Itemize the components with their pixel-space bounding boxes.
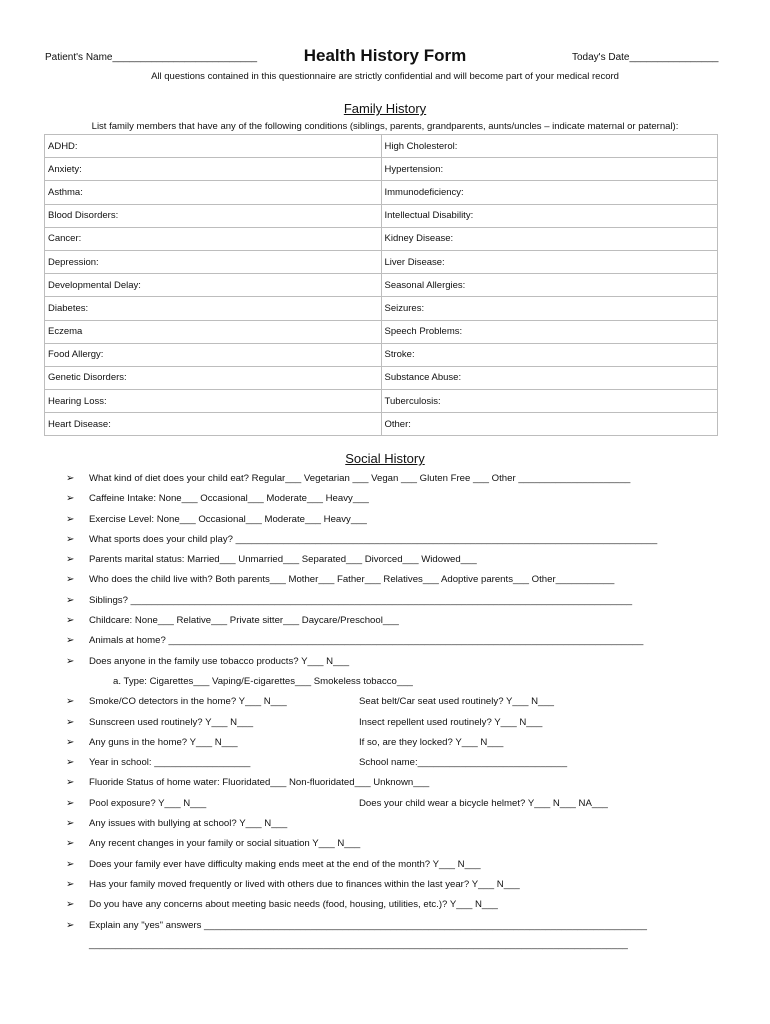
- question-text[interactable]: Does your family ever have difficulty making ends meet at the end of the month? Y___ N___: [89, 858, 481, 870]
- condition-cell[interactable]: Hypertension:: [381, 158, 718, 181]
- list-item: [0, 611, 770, 631]
- condition-cell[interactable]: Depression:: [45, 250, 382, 273]
- question-text[interactable]: Animals at home? _________________________________________________________________________________________: [89, 635, 644, 647]
- table-row: [45, 227, 718, 250]
- list-item: [0, 469, 770, 489]
- list-item: [0, 834, 770, 854]
- condition-cell[interactable]: High Cholesterol:: [381, 135, 718, 158]
- arrow-bullet-icon: ➢: [66, 858, 75, 870]
- arrow-bullet-icon: ➢: [66, 797, 75, 809]
- arrow-bullet-icon: ➢: [66, 757, 75, 769]
- list-item: [0, 875, 770, 895]
- arrow-bullet-icon: ➢: [66, 899, 75, 911]
- family-history-instructions: List family members that have any of the following conditions (siblings, parents, grandparents, aunts/uncles – indicate maternal or paternal):: [91, 121, 679, 132]
- condition-cell[interactable]: Diabetes:: [45, 297, 382, 320]
- question-text[interactable]: Sunscreen used routinely? Y___ N___: [89, 716, 254, 728]
- list-item: [0, 895, 770, 915]
- question-text[interactable]: Caffeine Intake: None___ Occasional___ Moderate___ Heavy___: [89, 493, 369, 505]
- list-item: [0, 753, 770, 773]
- question-text-right[interactable]: Insect repellent used routinely? Y___ N___: [359, 716, 543, 728]
- condition-cell[interactable]: Stroke:: [381, 343, 718, 366]
- list-item: [0, 631, 770, 651]
- arrow-bullet-icon: ➢: [66, 473, 75, 484]
- condition-cell[interactable]: Tuberculosis:: [381, 390, 718, 413]
- social-history-list: [0, 469, 770, 936]
- table-row: [45, 320, 718, 343]
- condition-cell[interactable]: Seizures:: [381, 297, 718, 320]
- list-item: [0, 570, 770, 590]
- arrow-bullet-icon: ➢: [66, 533, 75, 545]
- table-row: [45, 181, 718, 204]
- table-row: [45, 343, 718, 366]
- table-row: [45, 135, 718, 158]
- arrow-bullet-icon: ➢: [66, 615, 75, 627]
- arrow-bullet-icon: ➢: [66, 655, 75, 667]
- question-text[interactable]: Smoke/CO detectors in the home? Y___ N___: [89, 696, 287, 708]
- question-text[interactable]: Explain any "yes" answers ___________________________________________________________________________________: [89, 919, 647, 931]
- condition-cell[interactable]: Genetic Disorders:: [45, 366, 382, 389]
- question-text[interactable]: Any guns in the home? Y___ N___: [89, 736, 238, 748]
- form-header: [0, 46, 770, 70]
- list-item: [0, 814, 770, 834]
- question-text[interactable]: a. Type: Cigarettes___ Vaping/E-cigarettes___ Smokeless tobacco___: [113, 675, 413, 687]
- question-text[interactable]: Exercise Level: None___ Occasional___ Moderate___ Heavy___: [89, 513, 367, 525]
- list-item: [0, 672, 770, 692]
- question-text[interactable]: Fluoride Status of home water: Fluoridated___ Non-fluoridated___ Unknown___: [89, 777, 430, 789]
- condition-cell[interactable]: Food Allergy:: [45, 343, 382, 366]
- condition-cell[interactable]: Speech Problems:: [381, 320, 718, 343]
- arrow-bullet-icon: ➢: [66, 696, 75, 708]
- table-row: [45, 413, 718, 436]
- condition-cell[interactable]: Seasonal Allergies:: [381, 274, 718, 297]
- list-item: [0, 855, 770, 875]
- question-text[interactable]: Does anyone in the family use tobacco products? Y___ N___: [89, 655, 350, 667]
- question-text[interactable]: Year in school: __________________: [89, 757, 251, 769]
- todays-date-field[interactable]: Today's Date________________: [572, 52, 719, 63]
- condition-cell[interactable]: Hearing Loss:: [45, 390, 382, 413]
- condition-cell[interactable]: Eczema: [45, 320, 382, 343]
- table-row: [45, 158, 718, 181]
- table-row: [45, 297, 718, 320]
- explain-continuation-line[interactable]: _____________________________________________________________________________________________________: [89, 939, 628, 950]
- condition-cell[interactable]: Cancer:: [45, 227, 382, 250]
- arrow-bullet-icon: ➢: [66, 838, 75, 850]
- condition-cell[interactable]: Intellectual Disability:: [381, 204, 718, 227]
- list-item: [0, 794, 770, 814]
- list-item: [0, 530, 770, 550]
- condition-cell[interactable]: Immunodeficiency:: [381, 181, 718, 204]
- condition-cell[interactable]: Developmental Delay:: [45, 274, 382, 297]
- patient-name-field[interactable]: Patient's Name__________________________: [45, 52, 258, 63]
- question-text[interactable]: Do you have any concerns about meeting basic needs (food, housing, utilities, etc.)? Y___ N___: [89, 899, 498, 911]
- family-history-title: Family History: [343, 101, 427, 116]
- question-text[interactable]: Any recent changes in your family or social situation Y___ N___: [89, 838, 361, 850]
- table-row: [45, 366, 718, 389]
- list-item: [0, 713, 770, 733]
- question-text-right[interactable]: If so, are they locked? Y___ N___: [359, 736, 504, 748]
- page-title: Health History Form: [303, 46, 467, 65]
- condition-cell[interactable]: Liver Disease:: [381, 250, 718, 273]
- arrow-bullet-icon: ➢: [66, 594, 75, 606]
- condition-cell[interactable]: Blood Disorders:: [45, 204, 382, 227]
- question-text-right[interactable]: Seat belt/Car seat used routinely? Y___ N___: [359, 696, 555, 708]
- question-text[interactable]: Who does the child live with? Both parents___ Mother___ Father___ Relatives___ Adoptive parents___ Other___________: [89, 574, 615, 586]
- condition-cell[interactable]: ADHD:: [45, 135, 382, 158]
- question-text[interactable]: Has your family moved frequently or lived with others due to finances within the last year? Y___ N___: [89, 878, 520, 890]
- arrow-bullet-icon: ➢: [66, 878, 75, 890]
- list-item: [0, 550, 770, 570]
- list-item: [0, 510, 770, 530]
- table-row: [45, 250, 718, 273]
- arrow-bullet-icon: ➢: [66, 736, 75, 748]
- arrow-bullet-icon: ➢: [66, 554, 75, 566]
- list-item: [0, 773, 770, 793]
- confidentiality-notice: All questions contained in this questionnaire are strictly confidential and will become part of your medical record: [151, 71, 619, 82]
- condition-cell[interactable]: Other:: [381, 413, 718, 436]
- family-history-table: [44, 134, 718, 436]
- arrow-bullet-icon: ➢: [66, 493, 75, 505]
- question-text[interactable]: Any issues with bullying at school? Y___ N___: [89, 818, 288, 830]
- table-row: [45, 204, 718, 227]
- arrow-bullet-icon: ➢: [66, 574, 75, 586]
- arrow-bullet-icon: ➢: [66, 635, 75, 647]
- question-text[interactable]: Childcare: None___ Relative___ Private sitter___ Daycare/Preschool___: [89, 615, 399, 627]
- question-text[interactable]: What sports does your child play? _______________________________________________________________________________: [89, 533, 658, 545]
- list-item: [0, 733, 770, 753]
- question-text[interactable]: Pool exposure? Y___ N___: [89, 797, 207, 809]
- question-text-right[interactable]: School name:____________________________: [359, 757, 568, 769]
- condition-cell[interactable]: Heart Disease:: [45, 413, 382, 436]
- list-item: [0, 916, 770, 936]
- question-text-right[interactable]: Does your child wear a bicycle helmet? Y___ N___ NA___: [359, 797, 608, 809]
- table-row: [45, 390, 718, 413]
- arrow-bullet-icon: ➢: [66, 919, 75, 931]
- arrow-bullet-icon: ➢: [66, 777, 75, 789]
- question-text[interactable]: Parents marital status: Married___ Unmarried___ Separated___ Divorced___ Widowed___: [89, 554, 477, 566]
- list-item: [0, 591, 770, 611]
- list-item: [0, 652, 770, 672]
- arrow-bullet-icon: ➢: [66, 716, 75, 728]
- condition-cell[interactable]: Anxiety:: [45, 158, 382, 181]
- question-text[interactable]: What kind of diet does your child eat? Regular___ Vegetarian ___ Vegan ___ Gluten Free ___ Other _____________________: [89, 473, 631, 484]
- list-item: [0, 692, 770, 712]
- table-row: [45, 274, 718, 297]
- social-history-title: Social History: [345, 451, 425, 466]
- list-item: [0, 489, 770, 509]
- condition-cell[interactable]: Asthma:: [45, 181, 382, 204]
- question-text[interactable]: Siblings? ______________________________________________________________________________________________: [89, 594, 633, 606]
- condition-cell[interactable]: Substance Abuse:: [381, 366, 718, 389]
- arrow-bullet-icon: ➢: [66, 513, 75, 525]
- condition-cell[interactable]: Kidney Disease:: [381, 227, 718, 250]
- arrow-bullet-icon: ➢: [66, 818, 75, 830]
